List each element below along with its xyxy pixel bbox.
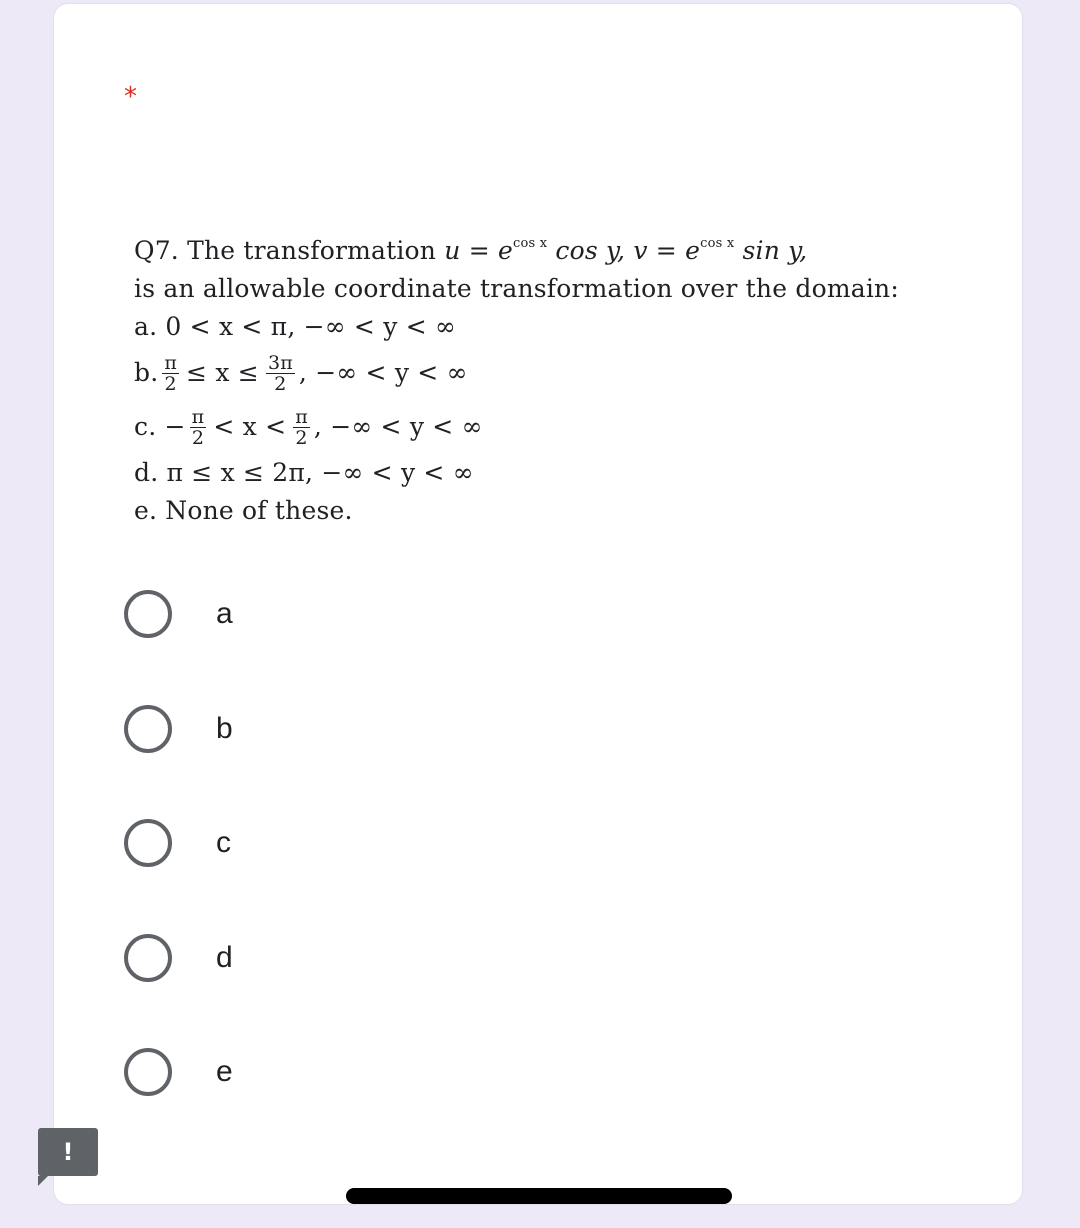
option-c-text [134, 400, 974, 454]
option-b-suffix: , −∞ < y < ∞ [298, 358, 468, 387]
exponent-1: cos x [513, 236, 548, 251]
radio-button-e[interactable] [124, 1048, 172, 1096]
radio-button-a[interactable] [124, 590, 172, 638]
option-c-suffix: , −∞ < y < ∞ [313, 412, 483, 441]
exponent-2: cos x [700, 236, 735, 251]
choice-b-label[interactable]: b [216, 711, 233, 745]
question-prefix: Q7. The transformation [134, 236, 445, 265]
choice-e-label[interactable]: e [216, 1055, 233, 1088]
choice-d-label[interactable]: d [216, 940, 233, 974]
option-b-frac1-num: π [164, 351, 178, 374]
option-a-text: a. 0 < x < π, −∞ < y < ∞ [134, 312, 457, 341]
choice-e[interactable] [124, 1048, 233, 1163]
option-c-middle: < x < [213, 412, 287, 441]
option-b-fraction-1 [162, 353, 179, 394]
option-e-text: e. None of these. [134, 496, 353, 525]
option-c-fraction-1 [190, 407, 207, 448]
option-c-prefix: c. − [134, 412, 186, 441]
option-b-frac2-num: 3π [267, 351, 293, 374]
option-c-frac2-den: 2 [295, 426, 308, 449]
option-d-text: d. π ≤ x ≤ 2π, −∞ < y < ∞ [134, 458, 474, 487]
radio-button-c[interactable] [124, 819, 172, 867]
choice-b[interactable] [124, 705, 233, 820]
required-asterisk: * [124, 82, 137, 112]
choice-c-label[interactable]: c [216, 826, 231, 859]
option-c-frac1-den: 2 [191, 426, 205, 449]
option-b-prefix: b. [134, 358, 159, 387]
radio-button-b[interactable] [124, 705, 172, 753]
choice-a-label[interactable]: a [216, 597, 233, 630]
question-line-1 [134, 232, 974, 270]
radio-button-d[interactable] [124, 934, 172, 982]
question-math-suffix: sin y, [734, 236, 808, 265]
option-b-fraction-2 [266, 353, 295, 394]
question-line-2: is an allowable coordinate transformation over the domain: [134, 274, 899, 303]
choice-a[interactable] [124, 590, 233, 705]
choice-d[interactable] [124, 934, 233, 1049]
home-indicator-bar[interactable] [346, 1188, 732, 1204]
choice-c[interactable] [124, 819, 233, 934]
question-text [134, 232, 974, 530]
option-c-frac1-num: π [191, 405, 205, 428]
question-math-mid: cos y, v = e [547, 236, 701, 265]
option-c-frac2-num: π [295, 405, 308, 428]
option-b-text [134, 346, 974, 400]
option-b-frac2-den: 2 [274, 372, 287, 395]
option-b-frac1-den: 2 [164, 372, 177, 395]
option-c-fraction-2 [293, 407, 310, 448]
alert-icon[interactable]: ! [38, 1128, 98, 1176]
answer-choices [124, 590, 233, 1163]
question-math-u: u = e [444, 236, 514, 265]
option-b-middle: ≤ x ≤ [186, 358, 259, 387]
